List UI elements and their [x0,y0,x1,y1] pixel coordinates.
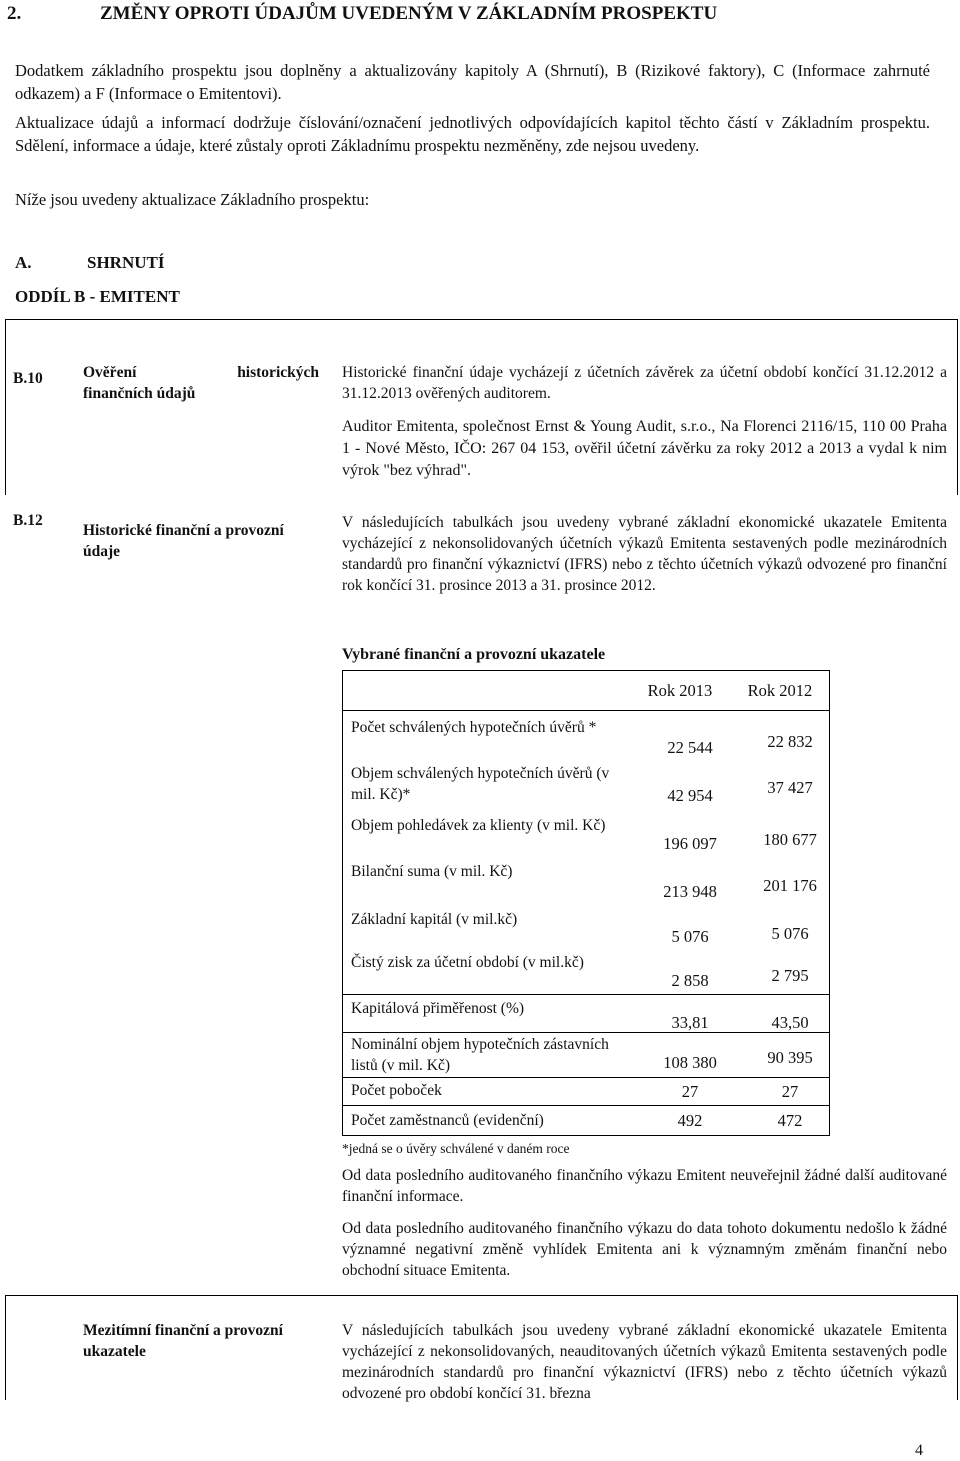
table-border-top [342,670,830,671]
table-row-label: Počet schválených hypotečních úvěrů * [351,719,597,736]
table-cell-2013: 5 076 [671,927,709,946]
table-border-left [342,670,343,1136]
table-cell-2013: 33,81 [671,1013,709,1032]
section-name: SHRNUTÍ [87,253,165,272]
table-row-divider [342,1105,830,1106]
table-row-label: Nominální objem hypotečních zástavních listů (v mil. Kč) [351,1036,609,1074]
table-cell-2013: 2 858 [671,971,709,990]
intro-paragraph-3: Níže jsou uvedeny aktualizace Základního prospektu: [15,190,370,209]
table-cell-2012: 201 176 [763,876,817,895]
row-text-b12: V následujících tabulkách jsou uvedeny vybrané základní ekonomické ukazatele Emitenta vycházející z nekonsolidovaných účetních výkazů Emitenta sestavených podle mezinárodních standardů pro finanční výkaznictví (IFRS) nebo z těchto účetních výkazů odvozené pro finanční rok končící 31. prosince 2013 a 31. prosince 2012. [342,514,947,594]
table-header-divider [342,710,830,711]
table-cell-2013: 213 948 [663,882,717,901]
note-no-negative-change: Od data posledního auditovaného finančního výkazu do data tohoto dokumentu nedošlo k žádné významné negativní změně vyhlídek Emitenta ani k významným změnám finanční nebo obchodní situace Emitenta. [342,1220,947,1279]
row-code-b10: B.10 [13,370,43,387]
table-cell-2012: 5 076 [771,924,809,943]
table-row-label: Počet zaměstnanců (evidenční) [351,1112,544,1129]
table-row-label: Základní kapitál (v mil.kč) [351,911,518,928]
row-title-b10-a: Ověření [83,364,137,381]
table-cell-2012: 180 677 [763,830,817,849]
box-interim-top-border [5,1295,958,1296]
table-cell-2013: 492 [677,1111,703,1130]
col-header-2013: Rok 2013 [647,681,713,700]
row-text-b10-2: Auditor Emitenta, společnost Ernst & Young Audit, s.r.o., Na Florenci 2116/15, 110 00 Praha 1 - Nové Město, IČO: 267 04 153, ověřil účetní závěrku za roky 2012 a 2013 a vydal k nim výrok "bez výhrad". [342,418,947,479]
table-cell-2012: 43,50 [771,1013,809,1032]
section-number: 2. [7,3,22,24]
note-no-audited-info: Od data posledního auditovaného finančního výkazu Emitent neuveřejnil žádné další auditované finanční informace. [342,1167,947,1205]
table-footnote: *jedná se o úvěry schválené v daném roce [342,1141,570,1156]
row-code-b12: B.12 [13,512,43,529]
table-cell-2012: 37 427 [767,778,813,797]
table-border-bottom [342,1135,830,1136]
page-number: 4 [915,1442,923,1459]
section-title: ZMĚNY OPROTI ÚDAJŮM UVEDENÝM V ZÁKLADNÍM PROSPEKTU [100,3,718,24]
table-row-label: Kapitálová přiměřenost (%) [351,1000,525,1017]
row-text-interim: V následujících tabulkách jsou uvedeny vybrané základní ekonomické ukazatele Emitenta vycházející z nekonsolidovaných, neauditovaných účetních výkazů Emitenta sestavených podle mezinárodních standardů pro finanční výkaznictví (IFRS) nebo z těchto účetních výkazů odvozené pro období končící 31. března [342,1322,947,1402]
table-row-divider [342,994,830,995]
row-text-b10-1: Historické finanční údaje vycházejí z účetních závěrek za účetní období končící 31.12.2012 a 31.12.2013 ověřených auditorem. [342,364,947,402]
table-row-label: Objem pohledávek za klienty (v mil. Kč) [351,817,606,834]
box-top-border [5,319,958,320]
intro-paragraph-2 [15,111,930,157]
row-title-b10-c: finančních údajů [83,385,196,402]
table-cell-2013: 27 [681,1082,699,1101]
table-row-divider [342,1032,830,1033]
row-title-b12: Historické finanční a provozní údaje [83,522,284,560]
table-cell-2012: 2 795 [771,966,809,985]
row-title-interim: Mezitímní finanční a provozní ukazatele [83,1322,283,1360]
table-row-label: Počet poboček [351,1082,442,1099]
box-right-border [957,319,958,495]
section-letter: A. [15,253,32,272]
box-interim-right-border [957,1295,958,1400]
intro-paragraph-2b-text: Sdělení, informace a údaje, které zůstaly oproti Základnímu prospektu nezměněny, zde nejsou uvedeny. [15,136,700,155]
table-cell-2013: 42 954 [667,786,713,805]
table-cell-2013: 108 380 [663,1053,717,1072]
col-header-2012: Rok 2012 [747,681,813,700]
intro-paragraph-1: Dodatkem základního prospektu jsou doplněny a aktualizovány kapitoly A (Shrnutí), B (Rizikové faktory), C (Informace zahrnuté odkazem) a F (Informace o Emitentovi). [15,61,930,103]
table-row-label: Objem schválených hypotečních úvěrů (v mil. Kč)* [351,765,610,803]
box-left-border [5,319,6,495]
table-cell-2012: 90 395 [767,1048,813,1067]
table-row-label: Bilanční suma (v mil. Kč) [351,863,513,880]
table-cell-2013: 22 544 [667,738,713,757]
table-cell-2012: 472 [777,1111,803,1130]
table-row-divider [342,1077,830,1078]
table-row-label: Čistý zisk za účetní období (v mil.kč) [351,954,584,971]
table-title: Vybrané finanční a provozní ukazatele [342,646,606,663]
row-title-b10-b: historických [237,364,319,381]
row-title-b10 [83,362,319,404]
table-cell-2012: 27 [781,1082,799,1101]
box-interim-left-border [5,1295,6,1400]
intro-paragraph-2-text: Aktualizace údajů a informací dodržuje číslování/označení jednotlivých odpovídajících kapitol těchto částí v Základním prospektu. [15,113,930,132]
table-cell-2012: 22 832 [767,732,813,751]
table-cell-2013: 196 097 [663,834,717,853]
subsection-title: ODDÍL B - EMITENT [15,287,180,306]
